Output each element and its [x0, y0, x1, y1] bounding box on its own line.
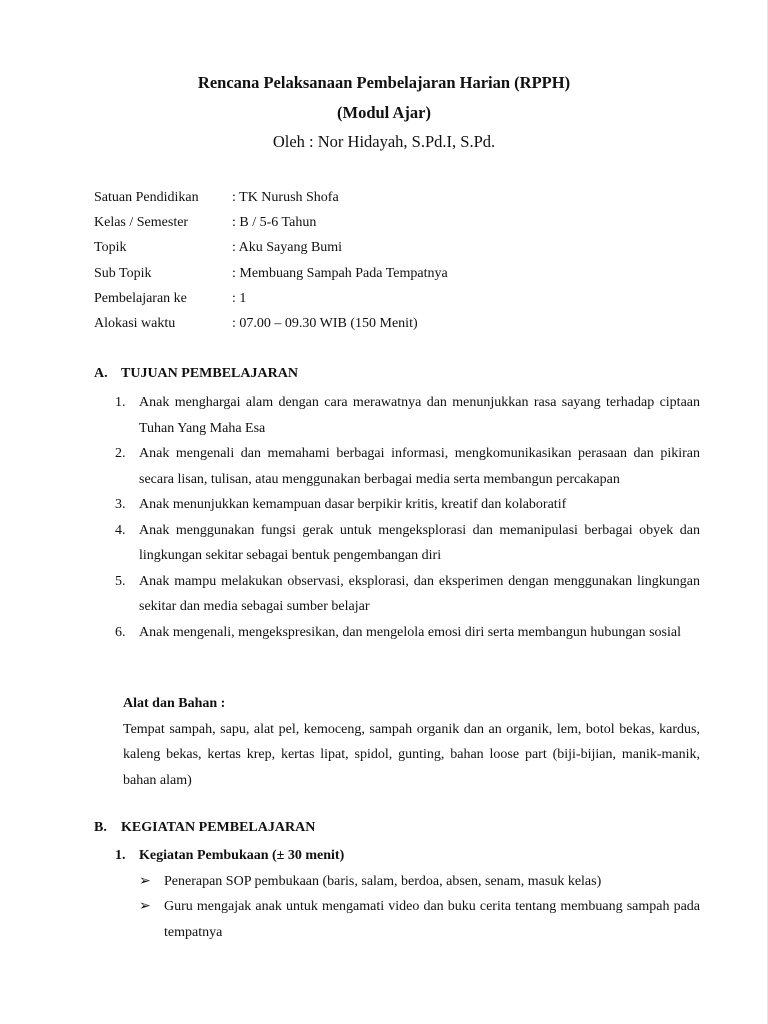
materials-title: Alat dan Bahan :: [123, 696, 226, 711]
arrowhead-bullet-icon: ➢: [139, 899, 151, 914]
section-a-heading: [94, 366, 298, 382]
goal-text: Anak mengenali, mengekspresikan, dan mengelola emosi diri serta membangun hubungan sosial: [139, 624, 681, 640]
goal-number: 3.: [115, 497, 126, 512]
materials-block: [123, 691, 700, 793]
goal-number: 4.: [115, 522, 126, 538]
goals-list: [94, 390, 700, 645]
list-item: [94, 569, 700, 620]
goal-number: 2.: [115, 446, 126, 461]
identity-label: Alokasi waktu: [94, 315, 176, 331]
goal-text: Anak menggunakan fungsi gerak untuk mengeksplorasi dan memanipulasi berbagai obyek dan lingkungan sekitar sebagai bentuk pengembangan diri: [139, 522, 700, 563]
identity-label: Pembelajaran ke: [94, 290, 187, 306]
section-b-letter: B.: [94, 820, 107, 835]
section-a-letter: A.: [94, 366, 108, 381]
materials-text: Tempat sampah, sapu, alat pel, kemoceng, sampah organik dan an organik, lem, botol bekas, kardus, kaleng bekas, kertas krep, kertas lipat, spidol, gunting, bahan loose part (biji-bijian, manik-manik, bahan alam): [123, 721, 700, 788]
identity-label: Kelas / Semester: [94, 215, 189, 231]
goal-text: Anak menunjukkan kemampuan dasar berpikir kritis, kreatif dan kolaboratif: [139, 497, 567, 512]
document-title: Rencana Pelaksanaan Pembelajaran Harian (RPPH): [197, 73, 571, 92]
goal-text: Anak menghargai alam dengan cara merawatnya dan menunjukkan rasa sayang terhadap ciptaan Tuhan Yang Maha Esa: [139, 395, 700, 436]
goal-number: 6.: [115, 624, 126, 640]
goal-number: 5.: [115, 573, 126, 589]
arrowhead-bullet-icon: ➢: [139, 873, 151, 889]
section-b-title: KEGIATAN PEMBELAJARAN: [121, 820, 316, 835]
identity-value: : Membuang Sampah Pada Tempatnya: [232, 265, 448, 281]
bullet-text: Penerapan SOP pembukaan (baris, salam, berdoa, absen, senam, masuk kelas): [164, 873, 602, 889]
activity-title: Kegiatan Pembukaan (± 30 menit): [139, 848, 345, 863]
list-item: [94, 620, 700, 646]
goal-number: 1.: [115, 395, 126, 410]
identity-label: Satuan Pendidikan: [94, 190, 199, 205]
list-item: [94, 492, 700, 518]
list-item: [94, 441, 700, 492]
list-item: [94, 894, 700, 945]
goal-text: Anak mampu melakukan observasi, eksplorasi, dan eksperimen dengan menggunakan lingkungan sekitar dan media sebagai sumber belajar: [139, 573, 700, 614]
section-a-title: TUJUAN PEMBELAJARAN: [121, 366, 298, 381]
activity-subheading: [94, 843, 700, 869]
list-item: [94, 390, 700, 441]
identity-value: : TK Nurush Shofa: [232, 190, 339, 205]
bullet-text: Guru mengajak anak untuk mengamati video dan buku cerita tentang membuang sampah pada tempatnya: [164, 899, 700, 940]
list-item: [94, 518, 700, 569]
identity-label: Topik: [94, 240, 127, 256]
activity-number: 1.: [115, 848, 126, 863]
identity-value: : 07.00 – 09.30 WIB (150 Menit): [232, 315, 418, 331]
goal-text: Anak mengenali dan memahami berbagai informasi, mengkomunikasikan perasaan dan pikiran secara lisan, tulisan, atau menggunakan berbagai media serta membangun percakapan: [139, 446, 700, 487]
identity-label: Sub Topik: [94, 265, 152, 281]
activities-block: [94, 843, 700, 945]
section-b-heading: [94, 820, 315, 836]
identity-value: : Aku Sayang Bumi: [232, 240, 343, 256]
document-subtitle: (Modul Ajar): [337, 103, 431, 122]
identity-value: : 1: [232, 290, 247, 306]
identity-value: : B / 5-6 Tahun: [232, 215, 317, 231]
document-author: Oleh : Nor Hidayah, S.Pd.I, S.Pd.: [272, 132, 496, 151]
list-item: [94, 869, 700, 895]
